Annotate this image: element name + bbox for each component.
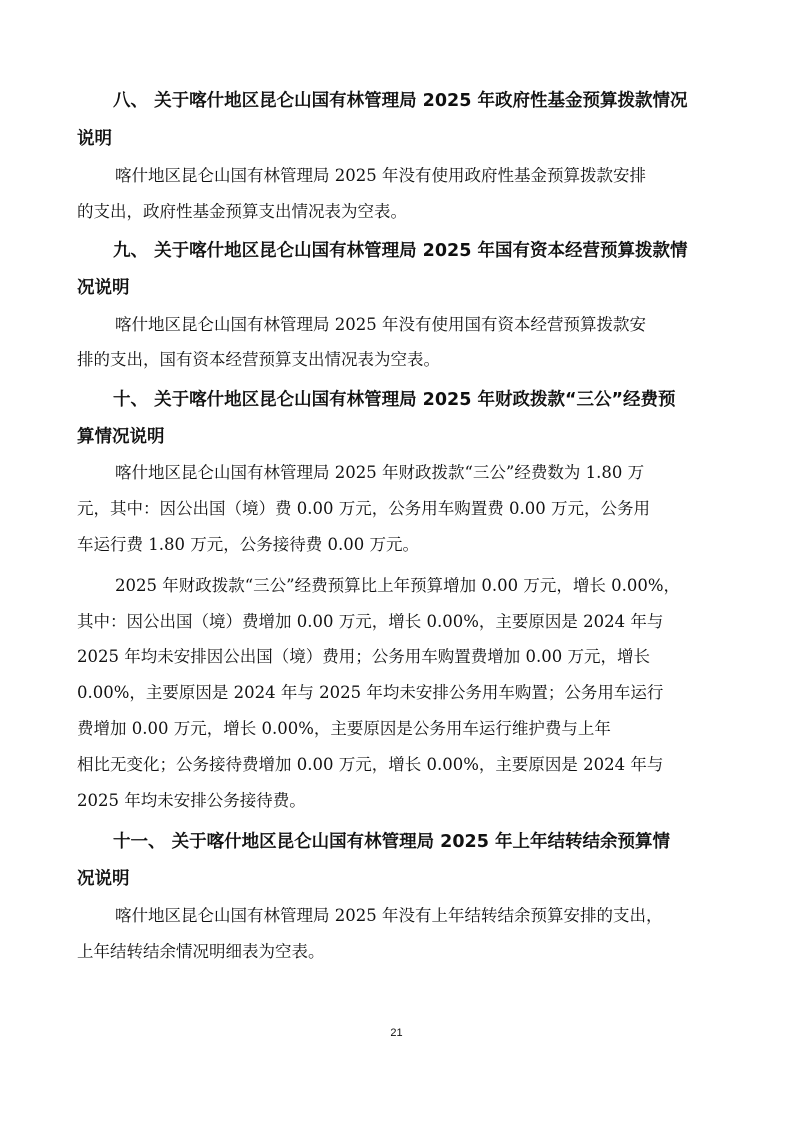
section-10-paragraph-2-line-6: 相比无变化；公务接待费增加 0.00 万元，增长 0.00%，主要原因是 2024 年与 [77,755,664,774]
page-number: 21 [390,1027,403,1039]
section-8-heading-line-2: 说明 [77,129,112,149]
section-9-paragraph-line-1: 喀什地区昆仑山国有林管理局 2025 年没有使用国有资本经营预算拨款安 [115,315,646,334]
section-10-paragraph-1-line-3: 车运行费 1.80 万元，公务接待费 0.00 万元。 [77,535,419,554]
section-11-paragraph-line-2: 上年结转结余情况明细表为空表。 [77,942,325,961]
section-11-heading-line-1: 十一、 关于喀什地区昆仑山国有林管理局 2025 年上年结转结余预算情 [113,832,670,852]
section-10-paragraph-1-line-2: 元，其中：因公出国（境）费 0.00 万元，公务用车购置费 0.00 万元，公务用 [77,499,650,518]
section-10-paragraph-2-line-3: 2025 年均未安排因公出国（境）费用；公务用车购置费增加 0.00 万元，增长 [77,647,650,666]
section-10-heading-line-2: 算情况说明 [77,427,165,447]
section-11-paragraph-line-1: 喀什地区昆仑山国有林管理局 2025 年没有上年结转结余预算安排的支出， [115,906,663,925]
section-8-heading-line-1: 八、 关于喀什地区昆仑山国有林管理局 2025 年政府性基金预算拨款情况 [113,91,688,111]
section-10-heading-line-1: 十、 关于喀什地区昆仑山国有林管理局 2025 年财政拨款“三公”经费预 [113,390,676,410]
section-10-paragraph-2-line-1: 2025 年财政拨款“三公”经费预算比上年预算增加 0.00 万元，增长 0.00%， [115,576,680,595]
section-9-heading-line-1: 九、 关于喀什地区昆仑山国有林管理局 2025 年国有资本经营预算拨款情 [113,241,688,261]
section-10-paragraph-2-line-7: 2025 年均未安排公务接待费。 [77,791,306,810]
section-9-heading-line-2: 况说明 [77,278,130,298]
section-11-heading-line-2: 况说明 [77,869,130,889]
section-10-paragraph-2-line-4: 0.00%，主要原因是 2024 年与 2025 年均未安排公务用车购置；公务用车运行 [77,683,664,702]
section-9-paragraph-line-2: 排的支出，国有资本经营预算支出情况表为空表。 [77,350,440,369]
section-10-paragraph-2-line-5: 费增加 0.00 万元，增长 0.00%，主要原因是公务用车运行维护费与上年 [77,719,611,738]
section-8-paragraph-line-2: 的支出，政府性基金预算支出情况表为空表。 [77,202,407,221]
section-10-paragraph-2-line-2: 其中：因公出国（境）费增加 0.00 万元，增长 0.00%，主要原因是 2024 年与 [77,612,664,631]
section-10-paragraph-1-line-1: 喀什地区昆仑山国有林管理局 2025 年财政拨款“三公”经费数为 1.80 万 [115,463,645,482]
section-8-paragraph-line-1: 喀什地区昆仑山国有林管理局 2025 年没有使用政府性基金预算拨款安排 [115,166,646,185]
